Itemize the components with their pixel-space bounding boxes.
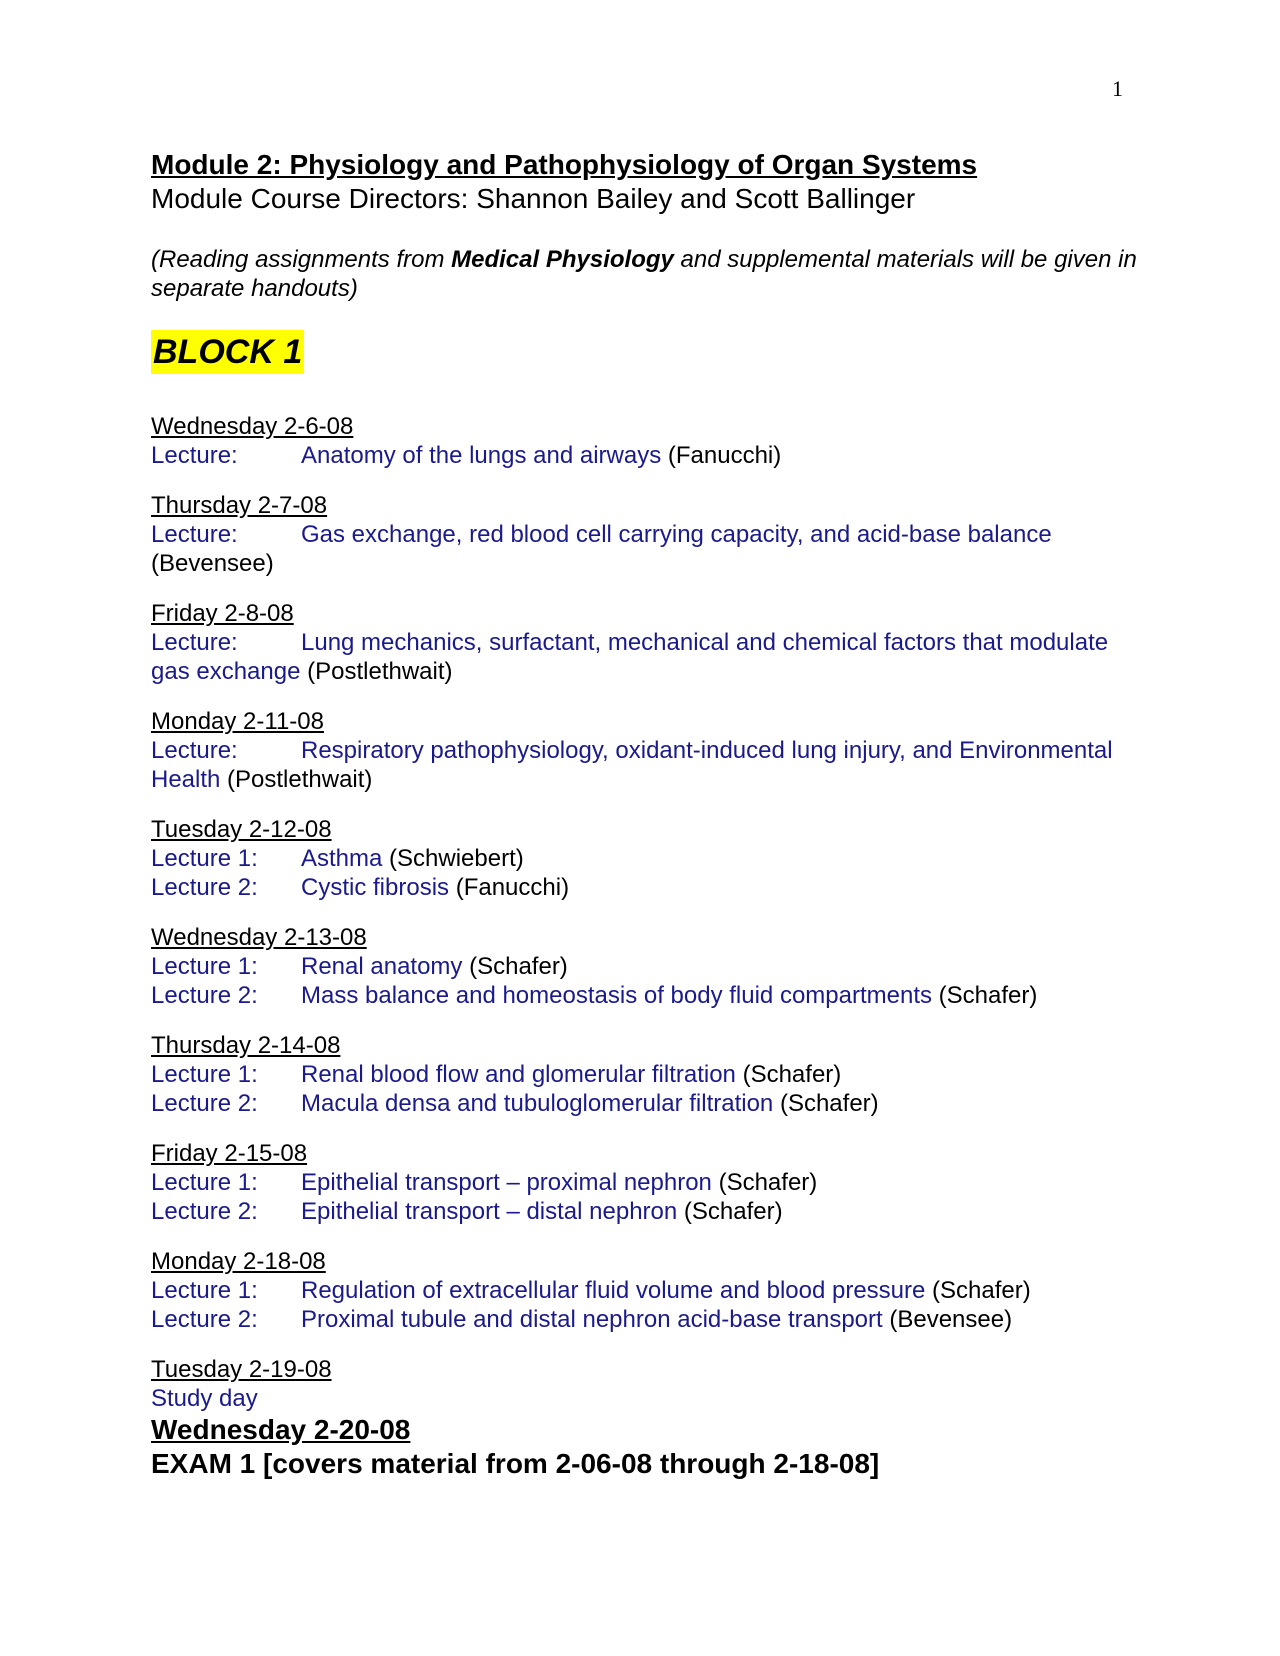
- note-book-title: Medical Physiology: [451, 246, 674, 273]
- study-day-text: Study day: [151, 1385, 258, 1412]
- lecture-title: Epithelial transport – proximal nephron: [301, 1169, 712, 1196]
- note-prefix: (Reading assignments from: [151, 246, 452, 273]
- day-date: Monday 2-11-08: [151, 708, 324, 735]
- lecture-label: Lecture 1:: [151, 845, 258, 872]
- lecture-instructor: (Schafer): [932, 982, 1038, 1009]
- lecture-instructor: (Schwiebert): [382, 845, 524, 872]
- lecture-label: Lecture 2:: [151, 1306, 258, 1333]
- lecture-instructor: (Schafer): [735, 1061, 842, 1088]
- schedule-day: [151, 923, 1151, 1010]
- day-date: Tuesday 2-19-08: [151, 1356, 332, 1383]
- day-date: Friday 2-15-08: [151, 1140, 308, 1167]
- lecture-line: [151, 1089, 1151, 1118]
- block-heading-wrap: [151, 303, 1151, 374]
- lecture-label: Lecture:: [151, 521, 238, 548]
- reading-note: [151, 245, 1151, 303]
- exam-date: Wednesday 2-20-08: [151, 1414, 411, 1445]
- lecture-label: Lecture 1:: [151, 953, 258, 980]
- schedule-day: [151, 1139, 1151, 1226]
- lecture-instructor: (Schafer): [462, 953, 568, 980]
- lecture-title: Gas exchange, red blood cell carrying capacity, and acid-base balance: [301, 521, 1052, 548]
- lecture-instructor: (Schafer): [711, 1169, 818, 1196]
- lecture-title: Macula densa and tubuloglomerular filtration: [301, 1090, 774, 1117]
- lecture-line: [151, 952, 1151, 981]
- lecture-line: [151, 981, 1151, 1010]
- lecture-instructor: (Schafer): [925, 1277, 1031, 1304]
- lecture-instructor: (Postlethwait): [220, 766, 373, 793]
- lecture-title: Lung mechanics, surfactant, mechanical and chemical factors that modulate gas exchange: [151, 629, 1109, 685]
- lecture-title: Asthma: [301, 845, 383, 872]
- day-date: Tuesday 2-12-08: [151, 816, 332, 843]
- lecture-line: [151, 1168, 1151, 1197]
- lecture-title: Proximal tubule and distal nephron acid-base transport: [301, 1306, 883, 1333]
- block-heading: BLOCK 1: [151, 330, 304, 374]
- lecture-label: Lecture 1:: [151, 1061, 258, 1088]
- lecture-label: Lecture 1:: [151, 1277, 258, 1304]
- lecture-line: [151, 873, 1151, 902]
- lecture-instructor: (Schafer): [773, 1090, 879, 1117]
- schedule-day: [151, 491, 1151, 578]
- lecture-line: [151, 1305, 1151, 1334]
- lecture-line: [151, 1060, 1151, 1089]
- lecture-instructor: (Bevensee): [151, 550, 274, 577]
- lecture-line: [151, 1276, 1151, 1305]
- lecture-label: Lecture 2:: [151, 1198, 258, 1225]
- schedule-day: [151, 707, 1151, 794]
- lecture-label: Lecture:: [151, 442, 238, 469]
- lecture-instructor: (Fanucchi): [449, 874, 570, 901]
- lecture-line: [151, 520, 1151, 578]
- course-directors: Module Course Directors: Shannon Bailey and Scott Ballinger: [151, 183, 916, 214]
- study-day: [151, 1355, 1151, 1413]
- lecture-title: Regulation of extracellular fluid volume and blood pressure: [301, 1277, 926, 1304]
- lecture-label: Lecture:: [151, 737, 238, 764]
- lecture-line: [151, 736, 1151, 794]
- schedule-day: [151, 599, 1151, 686]
- day-date: Thursday 2-7-08: [151, 492, 328, 519]
- lecture-title: Renal blood flow and glomerular filtration: [301, 1061, 736, 1088]
- lecture-label: Lecture:: [151, 629, 238, 656]
- lecture-title: Epithelial transport – distal nephron: [301, 1198, 678, 1225]
- schedule-day: [151, 1247, 1151, 1334]
- lecture-title: Respiratory pathophysiology, oxidant-induced lung injury, and Environmental Health: [151, 737, 1113, 793]
- lecture-line: [151, 844, 1151, 873]
- lecture-title: Cystic fibrosis: [301, 874, 450, 901]
- schedule-day: [151, 1031, 1151, 1118]
- schedule-day: [151, 412, 1151, 470]
- schedule-day: [151, 815, 1151, 902]
- lecture-line: [151, 441, 1151, 470]
- page-number: 1: [1112, 76, 1123, 101]
- lecture-instructor: (Fanucchi): [661, 442, 782, 469]
- lecture-line: [151, 1197, 1151, 1226]
- day-date: Wednesday 2-6-08: [151, 413, 354, 440]
- note-suffix: and supplemental materials will be given in separate handouts): [151, 246, 1137, 302]
- module-title: Module 2: Physiology and Pathophysiology of Organ Systems: [151, 149, 978, 180]
- lecture-instructor: (Postlethwait): [300, 658, 453, 685]
- lecture-label: Lecture 2:: [151, 874, 258, 901]
- lecture-instructor: (Bevensee): [882, 1306, 1013, 1333]
- exam-description: EXAM 1 [covers material from 2-06-08 through 2-18-08]: [151, 1448, 880, 1479]
- lecture-label: Lecture 2:: [151, 1090, 258, 1117]
- lecture-label: Lecture 1:: [151, 1169, 258, 1196]
- day-date: Friday 2-8-08: [151, 600, 294, 627]
- day-date: Thursday 2-14-08: [151, 1032, 341, 1059]
- lecture-instructor: (Schafer): [677, 1198, 783, 1225]
- lecture-title: Anatomy of the lungs and airways: [301, 442, 662, 469]
- lecture-title: Renal anatomy: [301, 953, 463, 980]
- lecture-label: Lecture 2:: [151, 982, 258, 1009]
- lecture-line: [151, 628, 1151, 686]
- day-date: Monday 2-18-08: [151, 1248, 326, 1275]
- lecture-title: Mass balance and homeostasis of body fluid compartments: [301, 982, 932, 1009]
- day-date: Wednesday 2-13-08: [151, 924, 367, 951]
- document-body: [151, 148, 1151, 1481]
